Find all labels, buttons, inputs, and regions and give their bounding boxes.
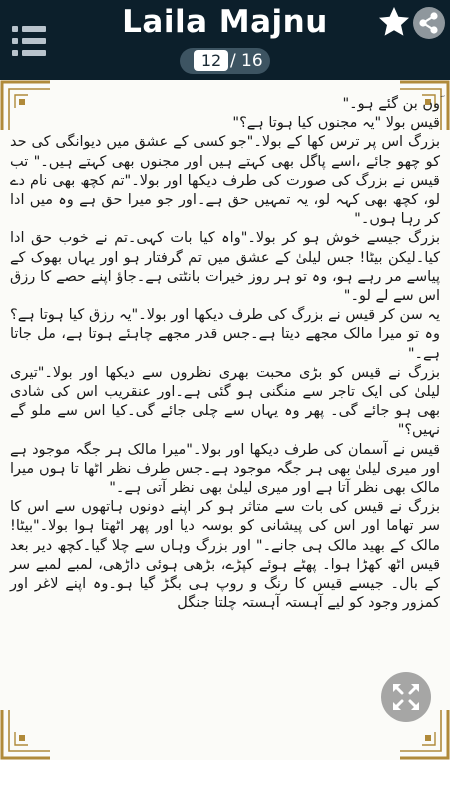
paragraph: قیس بولا "یہ مجنوں کیا ہوتا ہے؟" [232, 115, 440, 132]
paragraph: بزرگ نے قیس کو بڑی محبت بھری نظروں سے دیکھا اور بولا۔"تیری لیلیٰ کی ایک تاجر سے منگنی ہو گئی ہے۔اور عنقریب اس کی شادی بھی ہو جائے گی۔ پھر وہ یہاں سے چلی جائے گی۔کیا اس سے ملو گے نہیں؟" [10, 364, 440, 439]
paragraph: قیس نے آسمان کی طرف دیکھا اور بولا۔"میرا مالک ہر جگہ موجود ہے اور میری لیلیٰ بھی ہر جگہ موجود ہے۔جس طرف نظر اٹھا تا ہوں میرا مالک بھی نظر آتا ہے اور میری لیلیٰ بھی نظر آتی ہے۔" [10, 441, 440, 497]
bottom-blank-area [0, 760, 450, 800]
paragraph: بزرگ نے قیس کی بات سے متاثر ہو کر اپنے دونوں ہاتھوں سے اس کا سر تھاما اور اس کی پیشانی کو بوسہ دیا اور پھر اٹھتا ہوا بولا۔"بیٹا! مالک کے بھید مالک ہی جانے۔" اور بزرگ وہاں سے چلا گیا۔کچھ دیر بعد قیس اٹھ کھڑا ہوا۔ پھٹے ہوئے کپڑے، بڑھی ہوئی داڑھی، لمبے لمبے سر کے بال۔ جیسے قیس کا رنگ و روپ ہی بگڑ گیا ہو۔وہ اپنے لاغر اور کمزور وجود کو لیے آہستہ آہستہ چلتا جنگل [10, 499, 440, 612]
paragraph: بزرگ جیسے خوش ہو کر بولا۔"واہ کیا بات کہی۔تم نے خوب حق ادا کیا۔لیکن بیٹا! جس لیلیٰ کے عشق میں تم گرفتار ہو اور یہاں بھوک کے پیاسے مر رہے ہو، وہ تو ہر روز خیرات بانٹتی ہے۔جاؤ اپنے حصے کا رزق اس سے لے لو۔" [10, 230, 440, 305]
page-text [4, 95, 446, 745]
expand-arrows-icon[interactable] [381, 672, 431, 722]
star-icon[interactable] [376, 4, 412, 40]
page-separator: / [230, 51, 236, 71]
share-icon[interactable] [412, 6, 446, 40]
app-header [0, 0, 450, 80]
book-title: Laila Majnu [122, 4, 328, 40]
current-page-number[interactable]: 12 [194, 50, 228, 71]
page-indicator[interactable] [180, 48, 270, 74]
paragraph: یہ سن کر قیس نے بزرگ کی طرف دیکھا اور بولا۔"یہ رزق کیا ہوتا ہے؟ وہ تو میرا مالک مجھے دیتا ہے۔جس قدر مجھے چاہئے ہوتا ہے، مل جاتا ہے۔" [10, 307, 440, 362]
paragraph: ؔوں بن گئے ہو۔" [342, 96, 440, 112]
total-pages: 16 [241, 51, 263, 71]
paragraph: بزرگ اس پر ترس کھا کے بولا۔"جو کسی کے عشق میں دیوانگی کی حد کو چھو جائے ،اسے پاگل بھی کہتے ہیں اور مجنوں بھی کہتے ہیں۔" تب قیس نے بزرگ کی صورت کی طرف دیکھا اور بولا۔"تم کچھ بھی نام دے لو، کچھ بھی کہہ لو، یہ تمہیں حق ہے۔اور جو میرا حق ہے وہ میں ادا کر رہا ہوں۔" [10, 134, 440, 228]
